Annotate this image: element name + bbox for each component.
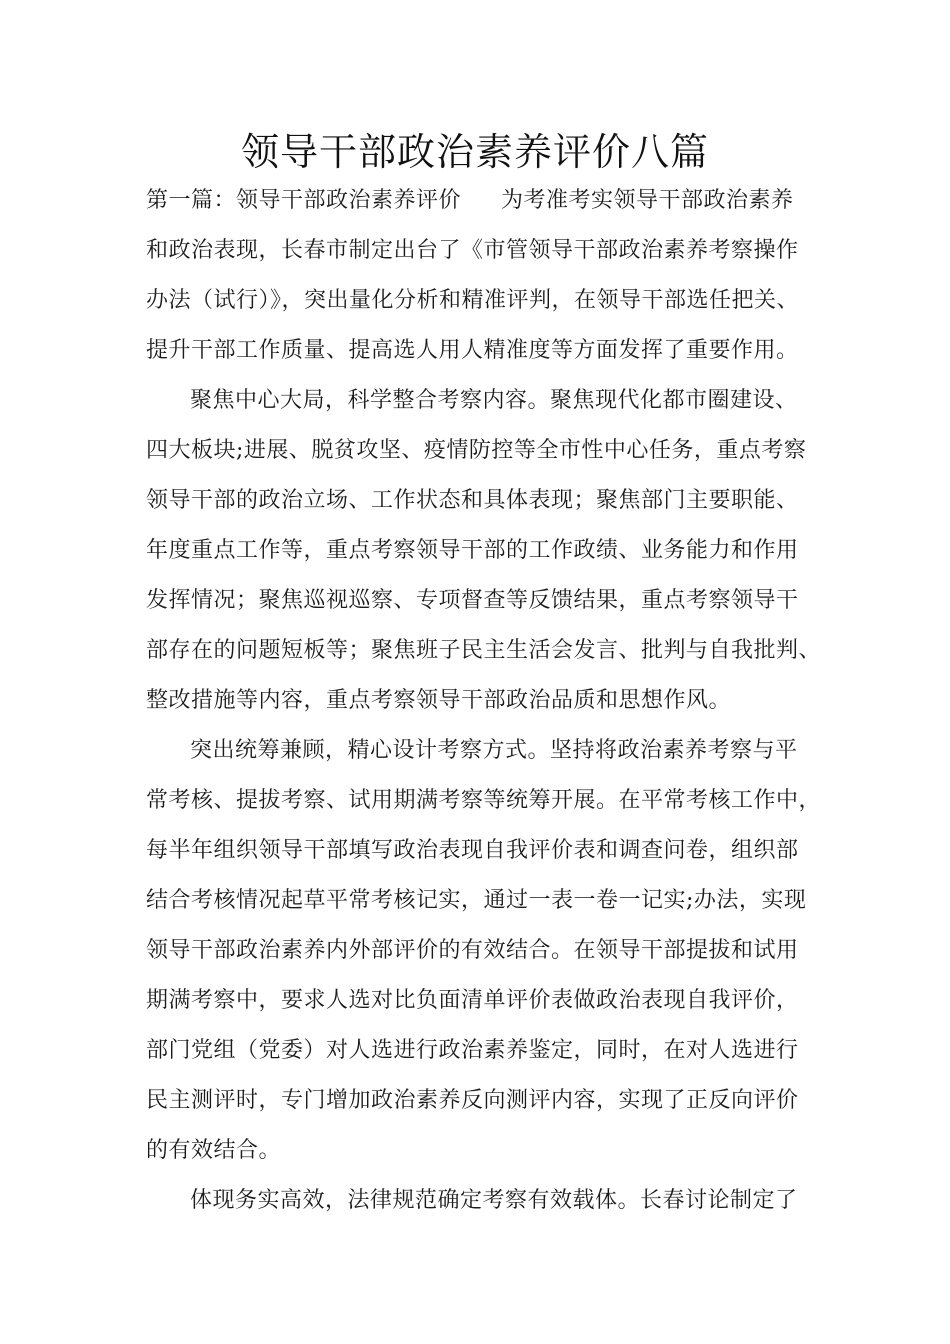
text-line: 和政治表现，长春市制定出台了《市管领导干部政治素养考察操作 [146, 238, 799, 263]
text-line: 领导干部的政治立场、工作状态和具体表现；聚焦部门主要职能、 [146, 488, 799, 513]
text-line [146, 176, 826, 226]
text-line: 整改措施等内容，重点考察领导干部政治品质和思想作风。 [146, 688, 732, 713]
document-title: 领导干部政治素养评价八篇 [240, 130, 709, 174]
text-line: 民主测评时，专门增加政治素养反向测评内容，实现了正反向评价 [146, 1088, 799, 1113]
text-line: 常考核、提拔考察、试用期满考察等统筹开展。在平常考核工作中， [146, 788, 822, 813]
text-line: 部存在的问题短板等；聚焦班子民主生活会发言、批判与自我批判、 [146, 638, 822, 663]
text-line: 年度重点工作等，重点考察领导干部的工作政绩、业务能力和作用 [146, 538, 799, 563]
text-line-tail: 为考准考实领导干部政治素养 [501, 188, 794, 213]
text-line: 领导干部政治素养内外部评价的有效结合。在领导干部提拔和试用 [146, 938, 799, 963]
text-line: 四大板块;进展、脱贫攻坚、疫情防控等全市性中心任务，重点考察 [146, 438, 807, 463]
text-line: 提升干部工作质量、提高选人用人精准度等方面发挥了重要作用。 [146, 338, 799, 363]
paragraph-first-line: 体现务实高效，法律规范确定考察有效载体。长春讨论制定了 [190, 1188, 798, 1213]
paragraph-first-line: 聚焦中心大局，科学整合考察内容。聚焦现代化都市圈建设、 [190, 388, 798, 413]
paragraph-first-line: 突出统筹兼顾，精心设计考察方式。坚持将政治素养考察与平 [190, 738, 798, 763]
section-heading: 第一篇：领导干部政治素养评价 [146, 188, 462, 213]
text-line: 办法（试行）》，突出量化分析和精准评判，在领导干部选任把关、 [146, 288, 800, 313]
text-line: 每半年组织领导干部填写政治表现自我评价表和调查问卷，组织部 [146, 838, 799, 863]
document-body [146, 176, 826, 1226]
text-line: 期满考察中，要求人选对比负面清单评价表做政治表现自我评价， [146, 988, 799, 1013]
text-line: 部门党组（党委）对人选进行政治素养鉴定，同时，在对人选进行 [146, 1038, 799, 1063]
text-line: 发挥情况；聚焦巡视巡察、专项督查等反馈结果，重点考察领导干 [146, 588, 799, 613]
text-line: 结合考核情况起草平常考核记实，通过一表一卷一记实;办法，实现 [146, 888, 807, 913]
text-line: 的有效结合。 [146, 1138, 282, 1163]
